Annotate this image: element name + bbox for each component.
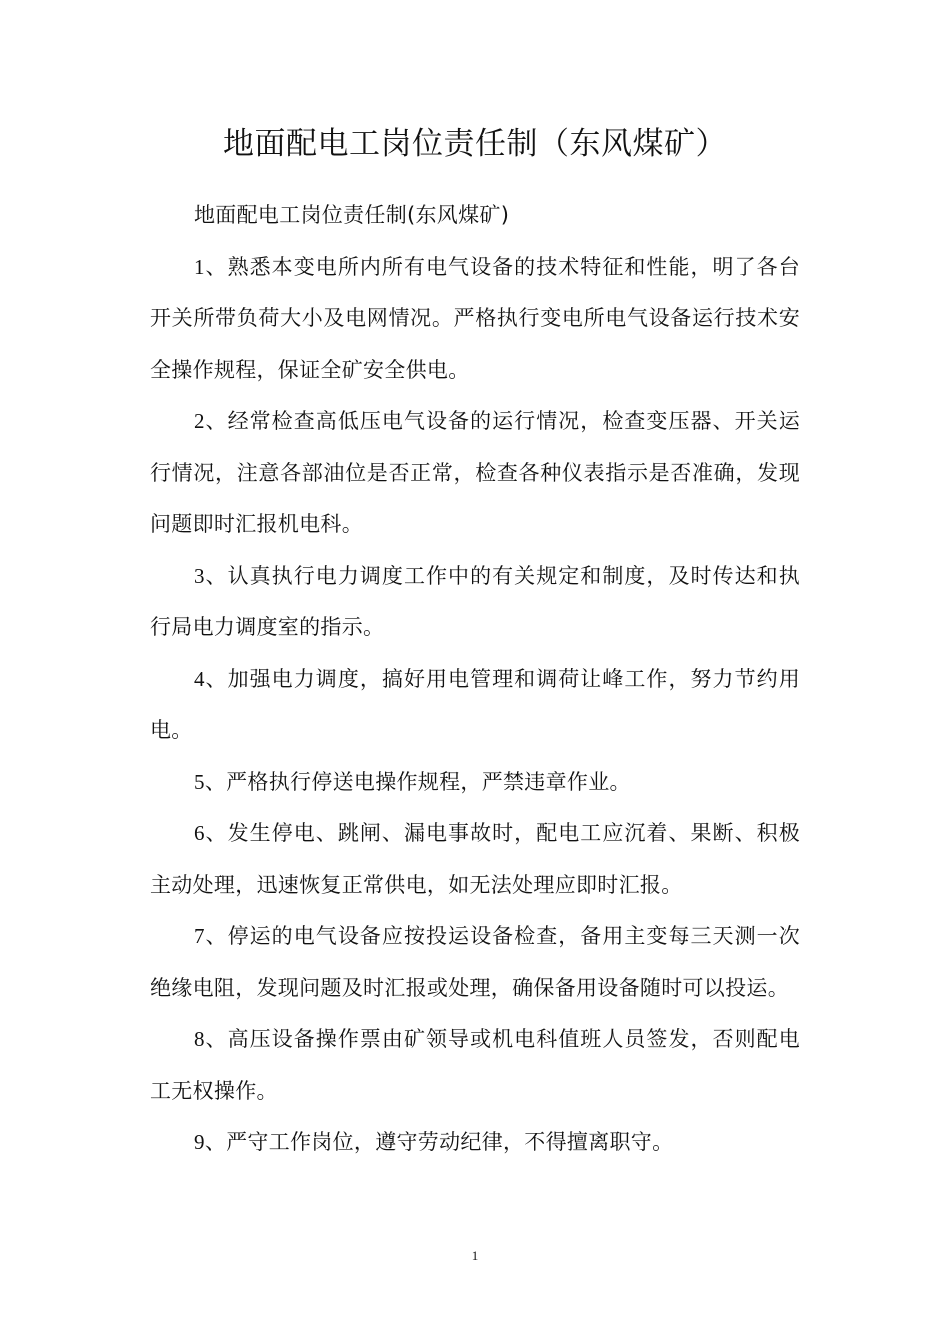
list-item [150, 396, 800, 551]
document-body [150, 190, 800, 1169]
item-text: 、高压设备操作票由矿领导或机电科值班人员签发，否则配电工无权操作。 [150, 1027, 800, 1103]
item-text: 、严守工作岗位，遵守劳动纪律，不得擅离职守。 [204, 1130, 674, 1154]
item-number: 2 [194, 409, 205, 433]
list-item [150, 911, 800, 1014]
item-number: 6 [194, 821, 205, 845]
item-number: 4 [194, 666, 205, 691]
item-text: 、严格执行停送电操作规程，严禁违章作业。 [204, 769, 631, 794]
item-text: 、经常检查高低压电气设备的运行情况，检查变压器、开关运行情况，注意各部油位是否正常，检查各种仪表指示是否准确，发现问题即时汇报机电科。 [150, 409, 800, 536]
subtitle-paragraph: 地面配电工岗位责任制(东风煤矿) [194, 203, 510, 227]
list-item [150, 551, 800, 654]
item-number: 8 [194, 1027, 205, 1051]
list-item [150, 757, 800, 809]
page-title: 地面配电工岗位责任制（东风煤矿） [223, 126, 727, 162]
page-number: 1 [471, 1248, 479, 1263]
item-text: 、认真执行电力调度工作中的有关规定和制度，及时传达和执行局电力调度室的指示。 [150, 563, 800, 639]
item-number: 3 [194, 563, 205, 588]
list-item [150, 1117, 800, 1169]
item-number: 1 [194, 254, 205, 279]
item-text: 、停运的电气设备应按投运设备检查，备用主变每三天测一次绝缘电阻，发现问题及时汇报或处理，确保备用设备随时可以投运。 [150, 924, 800, 1000]
list-item [150, 808, 800, 911]
item-text: 、发生停电、跳闸、漏电事故时，配电工应沉着、果断、积极主动处理，迅速恢复正常供电，如无法处理应即时汇报。 [150, 821, 800, 897]
list-item [150, 1014, 800, 1117]
item-text: 、加强电力调度，搞好用电管理和调荷让峰工作，努力节约用电。 [150, 666, 800, 742]
list-item [150, 242, 800, 397]
item-number: 7 [194, 924, 205, 948]
item-number: 9 [194, 1130, 205, 1154]
item-number: 5 [194, 769, 205, 794]
list-item [150, 654, 800, 757]
item-text: 、熟悉本变电所内所有电气设备的技术特征和性能，明了各台开关所带负荷大小及电网情况。严格执行变电所电气设备运行技术安全操作规程，保证全矿安全供电。 [150, 254, 800, 382]
